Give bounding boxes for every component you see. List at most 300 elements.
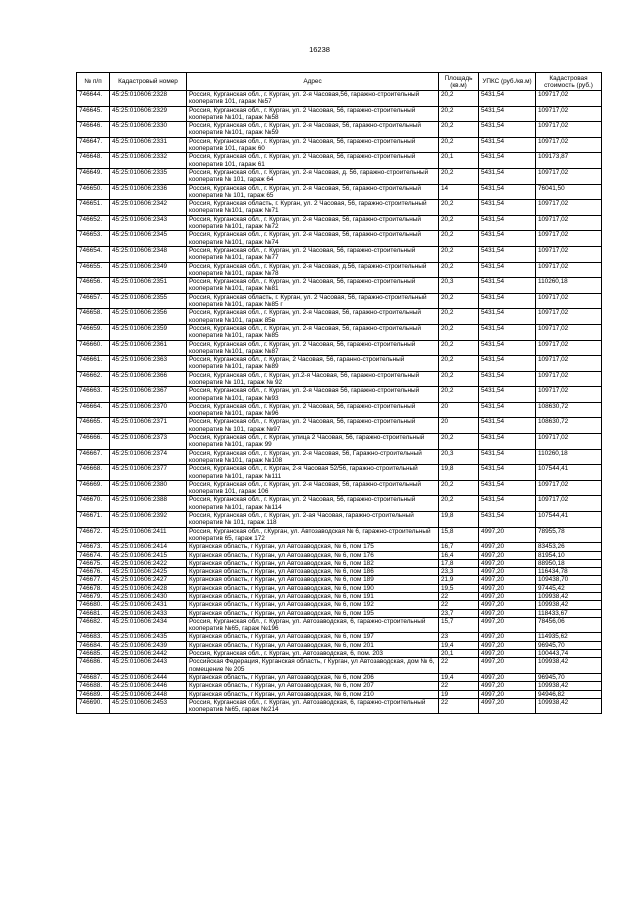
- cell-address: Россия, Курганская обл., г. Курган, ул. 2 Часовая, 56, гаражно-строительный кооператив №101, гараж №77: [187, 246, 439, 262]
- header-address: Адрес: [187, 73, 439, 91]
- cell-upks: 4997,20: [479, 633, 536, 641]
- cell-upks: 5431,54: [479, 137, 536, 153]
- table-header-row: [77, 73, 602, 91]
- cell-cadastral-value: 118433,67: [536, 609, 602, 617]
- cell-num: 746687.: [77, 673, 110, 681]
- cell-upks: 4997,20: [479, 617, 536, 633]
- cell-address: Курганская область, г Курган, ул Автозаводская, № 6, пом 186: [187, 568, 439, 576]
- cell-num: 746650.: [77, 184, 110, 200]
- cell-num: 746645.: [77, 106, 110, 122]
- cell-area: 22: [439, 682, 479, 690]
- cell-cadastral-number: 45:25:010606:2380: [110, 480, 187, 496]
- cell-address: Россия, Курганская обл., г. Курган, ул. 2-я Часовая, 56, гаражно-строительный кооператив №101, гараж №85: [187, 324, 439, 340]
- cell-cadastral-number: 45:25:010606:2371: [110, 418, 187, 434]
- cell-num: 746654.: [77, 246, 110, 262]
- table-row: [77, 576, 602, 584]
- cell-cadastral-value: 100443,74: [536, 650, 602, 658]
- cell-cadastral-number: 45:25:010606:2335: [110, 168, 187, 184]
- cell-cadastral-value: 107544,41: [536, 465, 602, 481]
- table-row: [77, 633, 602, 641]
- cell-upks: 5431,54: [479, 324, 536, 340]
- cell-area: 20,2: [439, 480, 479, 496]
- cell-cadastral-value: 109717,02: [536, 231, 602, 247]
- cell-cadastral-value: 78456,06: [536, 617, 602, 633]
- cell-area: 20,2: [439, 340, 479, 356]
- cell-address: Россия, Курганская обл., г. Курган, ул. 2 Часовая, 56, гаражно-строительный кооператив № 101, гараж №97: [187, 418, 439, 434]
- table-row: [77, 650, 602, 658]
- cell-num: 746682.: [77, 617, 110, 633]
- cell-cadastral-value: 109938,42: [536, 698, 602, 714]
- cell-cadastral-number: 45:25:010606:2392: [110, 512, 187, 528]
- cell-area: 20,2: [439, 434, 479, 450]
- cell-address: Россия, Курганская обл., г. Курган, ул. 2 Часовая, 56, гаражно-строительный кооператив 101, гараж 61: [187, 153, 439, 169]
- table-row: [77, 512, 602, 528]
- cell-cadastral-value: 110260,18: [536, 278, 602, 294]
- cell-num: 746669.: [77, 480, 110, 496]
- cell-cadastral-value: 109717,02: [536, 309, 602, 325]
- table-row: [77, 698, 602, 714]
- cell-cadastral-value: 96945,70: [536, 641, 602, 649]
- table-row: [77, 184, 602, 200]
- cell-num: 746684.: [77, 641, 110, 649]
- cell-address: Курганская область, г Курган, ул Автозаводская, № 6, пом 192: [187, 601, 439, 609]
- cell-cadastral-number: 45:25:010606:2363: [110, 356, 187, 372]
- cell-cadastral-number: 45:25:010606:2330: [110, 122, 187, 138]
- cell-cadastral-value: 109717,02: [536, 168, 602, 184]
- table-row: [77, 293, 602, 309]
- cell-num: 746689.: [77, 690, 110, 698]
- cell-cadastral-number: 45:25:010606:2370: [110, 402, 187, 418]
- cell-upks: 5431,54: [479, 387, 536, 403]
- cell-num: 746665.: [77, 418, 110, 434]
- cell-cadastral-value: 96945,70: [536, 673, 602, 681]
- cell-upks: 4997,20: [479, 650, 536, 658]
- cell-cadastral-number: 45:25:010606:2356: [110, 309, 187, 325]
- table-row: [77, 449, 602, 465]
- cell-area: 20,2: [439, 293, 479, 309]
- cell-address: Россия, Курганская обл., г. Курган, ул. 2-я Часовая, 56, гаражно-строительный кооператив №101, гараж №59: [187, 122, 439, 138]
- cell-cadastral-number: 45:25:010606:2374: [110, 449, 187, 465]
- cell-area: 19,4: [439, 673, 479, 681]
- cell-upks: 5431,54: [479, 309, 536, 325]
- cell-address: Россия, Курганская обл., г. Курган, ул. 2-я Часовая, д. 56, гаражно-строительный кооператив № 101, гараж 64: [187, 168, 439, 184]
- cell-upks: 4997,20: [479, 527, 536, 543]
- cell-upks: 5431,54: [479, 184, 536, 200]
- cell-cadastral-number: 45:25:010606:2425: [110, 568, 187, 576]
- cell-cadastral-number: 45:25:010606:2348: [110, 246, 187, 262]
- cell-area: 23: [439, 633, 479, 641]
- cell-address: Россия, Курганская обл., г. Курган, ул. 2-я Часовая, 56, Гаражно-строительный кооператив №101, гараж №108: [187, 449, 439, 465]
- cell-upks: 4997,20: [479, 568, 536, 576]
- cell-num: 746666.: [77, 434, 110, 450]
- cell-num: 746662.: [77, 371, 110, 387]
- cell-upks: 5431,54: [479, 418, 536, 434]
- cell-upks: 5431,54: [479, 449, 536, 465]
- cell-num: 746674.: [77, 551, 110, 559]
- cell-cadastral-number: 45:25:010606:2359: [110, 324, 187, 340]
- page-number: 16238: [309, 45, 330, 54]
- cell-cadastral-value: 109717,02: [536, 356, 602, 372]
- cell-area: 20,3: [439, 449, 479, 465]
- cell-cadastral-value: 109717,02: [536, 480, 602, 496]
- cell-cadastral-number: 45:25:010606:2446: [110, 682, 187, 690]
- header-area: Площадь (кв.м): [439, 73, 479, 91]
- cell-address: Курганская область, г Курган, ул Автозаводская, № 6, пом 207: [187, 682, 439, 690]
- cell-upks: 5431,54: [479, 91, 536, 107]
- cell-area: 16,7: [439, 543, 479, 551]
- cell-area: 20: [439, 402, 479, 418]
- cell-num: 746668.: [77, 465, 110, 481]
- cell-area: 20,2: [439, 371, 479, 387]
- table-row: [77, 551, 602, 559]
- cell-cadastral-number: 45:25:010606:2332: [110, 153, 187, 169]
- cell-upks: 5431,54: [479, 512, 536, 528]
- cell-num: 746649.: [77, 168, 110, 184]
- cell-area: 20,2: [439, 168, 479, 184]
- cell-area: 20,2: [439, 200, 479, 216]
- cell-num: 746648.: [77, 153, 110, 169]
- cell-upks: 5431,54: [479, 278, 536, 294]
- cell-cadastral-number: 45:25:010606:2422: [110, 559, 187, 567]
- cell-area: 20,2: [439, 496, 479, 512]
- cell-cadastral-number: 45:25:010606:2415: [110, 551, 187, 559]
- cell-area: 15,7: [439, 617, 479, 633]
- cell-cadastral-number: 45:25:010606:2414: [110, 543, 187, 551]
- cell-cadastral-number: 45:25:010606:2329: [110, 106, 187, 122]
- cell-cadastral-value: 81954,10: [536, 551, 602, 559]
- cell-address: Россия, Курганская обл., г. Курган, ул. 2-я Часовая,56, гаражно-строительный кооператив 101, гараж №57: [187, 91, 439, 107]
- cell-cadastral-value: 83453,26: [536, 543, 602, 551]
- cell-upks: 5431,54: [479, 356, 536, 372]
- table-row: [77, 340, 602, 356]
- cell-area: 14: [439, 184, 479, 200]
- cell-upks: 5431,54: [479, 106, 536, 122]
- cell-cadastral-number: 45:25:010606:2439: [110, 641, 187, 649]
- cell-upks: 4997,20: [479, 658, 536, 674]
- table-row: [77, 609, 602, 617]
- cell-address: Россия, Курганская обл., г. Курган, ул. 2 Часовая, 56, гаражно-строительный кооператив №101, гараж №58: [187, 106, 439, 122]
- cell-cadastral-number: 45:25:010606:2411: [110, 527, 187, 543]
- cell-address: Россия, Курганская обл., г. Курган, ул. 2-я Часовая, 56, гаражно-строительный кооператив №101, гараж №72: [187, 215, 439, 231]
- cell-cadastral-value: 114935,62: [536, 633, 602, 641]
- table-row: [77, 168, 602, 184]
- cell-address: Курганская область, г Курган, ул Автозаводская, № 6, пом 191: [187, 593, 439, 601]
- cell-num: 746681.: [77, 609, 110, 617]
- cell-upks: 4997,20: [479, 576, 536, 584]
- cell-cadastral-value: 109717,02: [536, 387, 602, 403]
- table-row: [77, 543, 602, 551]
- cell-area: 21,9: [439, 576, 479, 584]
- cell-num: 746672.: [77, 527, 110, 543]
- cell-area: 23,3: [439, 568, 479, 576]
- cell-cadastral-value: 109717,02: [536, 496, 602, 512]
- table-row: [77, 246, 602, 262]
- cell-upks: 5431,54: [479, 215, 536, 231]
- table-row: [77, 690, 602, 698]
- cell-cadastral-number: 45:25:010606:2433: [110, 609, 187, 617]
- table-row: [77, 387, 602, 403]
- table-row: [77, 658, 602, 674]
- cell-cadastral-number: 45:25:010606:2351: [110, 278, 187, 294]
- table-row: [77, 673, 602, 681]
- table-row: [77, 137, 602, 153]
- cell-upks: 5431,54: [479, 293, 536, 309]
- cell-address: Россия, Курганская обл., г. Курган, ул. 2-ая Часовая, гаражно-строительный кооператив № 101, гараж 118: [187, 512, 439, 528]
- cell-upks: 4997,20: [479, 682, 536, 690]
- cell-cadastral-value: 109717,02: [536, 91, 602, 107]
- cell-address: Россия, Курганская обл., г. Курган, ул. 2-я Часовая, 56, гаражно-строительный кооператив 101, гараж 106: [187, 480, 439, 496]
- cell-address: Курганская область, г Курган, ул Автозаводская, № 6, пом 189: [187, 576, 439, 584]
- cell-cadastral-value: 109173,87: [536, 153, 602, 169]
- cell-area: 15,8: [439, 527, 479, 543]
- cell-num: 746673.: [77, 543, 110, 551]
- cell-address: Россия, Курганская обл., г. Курган, ул. 2 Часовая, 56, гаражно-строительный кооператив №101, гараж №81: [187, 278, 439, 294]
- cell-upks: 5431,54: [479, 340, 536, 356]
- cell-num: 746685.: [77, 650, 110, 658]
- cell-address: Российская Федерация, Курганская область, г Курган, ул Автозаводская, дом № 6, помещение № 205: [187, 658, 439, 674]
- cell-area: 20,3: [439, 278, 479, 294]
- cell-cadastral-value: 109938,42: [536, 593, 602, 601]
- cell-area: 19,5: [439, 584, 479, 592]
- table-row: [77, 682, 602, 690]
- cell-address: Курганская область, г Курган, ул Автозаводская, № 6, пом 182: [187, 559, 439, 567]
- cell-cadastral-value: 107544,41: [536, 512, 602, 528]
- cell-upks: 4997,20: [479, 601, 536, 609]
- cell-cadastral-value: 108630,72: [536, 402, 602, 418]
- cell-cadastral-number: 45:25:010606:2343: [110, 215, 187, 231]
- cell-num: 746657.: [77, 293, 110, 309]
- cell-cadastral-number: 45:25:010606:2355: [110, 293, 187, 309]
- cell-cadastral-value: 109438,70: [536, 576, 602, 584]
- cell-cadastral-value: 108630,72: [536, 418, 602, 434]
- cell-num: 746656.: [77, 278, 110, 294]
- cell-cadastral-value: 109717,02: [536, 293, 602, 309]
- cell-cadastral-number: 45:25:010606:2448: [110, 690, 187, 698]
- table-row: [77, 278, 602, 294]
- cell-address: Курганская область, г Курган, ул Автозаводская, № 6, пом 201: [187, 641, 439, 649]
- cell-num: 746688.: [77, 682, 110, 690]
- cell-area: 16,4: [439, 551, 479, 559]
- cell-cadastral-number: 45:25:010606:2428: [110, 584, 187, 592]
- cell-cadastral-value: 109717,02: [536, 106, 602, 122]
- table-row: [77, 324, 602, 340]
- cell-address: Россия, Курганская обл., г. Курган, ул. 2-я Часовая, 56, гаражно-строительный кооператив № 101, гараж 65: [187, 184, 439, 200]
- cell-area: 23,7: [439, 609, 479, 617]
- cell-upks: 5431,54: [479, 200, 536, 216]
- cell-num: 746658.: [77, 309, 110, 325]
- table-row: [77, 593, 602, 601]
- cell-cadastral-number: 45:25:010606:2342: [110, 200, 187, 216]
- cell-upks: 5431,54: [479, 480, 536, 496]
- cell-cadastral-number: 45:25:010606:2367: [110, 387, 187, 403]
- cell-area: 20,1: [439, 153, 479, 169]
- table-row: [77, 434, 602, 450]
- table-row: [77, 122, 602, 138]
- table-row: [77, 153, 602, 169]
- cell-upks: 5431,54: [479, 402, 536, 418]
- cell-num: 746646.: [77, 122, 110, 138]
- table-row: [77, 371, 602, 387]
- cell-area: 22: [439, 601, 479, 609]
- cell-num: 746647.: [77, 137, 110, 153]
- table-row: [77, 496, 602, 512]
- cell-num: 746644.: [77, 91, 110, 107]
- cell-cadastral-number: 45:25:010606:2336: [110, 184, 187, 200]
- cell-address: Россия, Курганская обл., г. Курган, ул. 2-я Часовая, 56, гаражно-строительный кооператив №101, гараж 85в: [187, 309, 439, 325]
- cell-area: 20,2: [439, 215, 479, 231]
- cell-area: 19,8: [439, 512, 479, 528]
- cell-area: 22: [439, 593, 479, 601]
- cell-area: 20,2: [439, 324, 479, 340]
- cell-area: 20,2: [439, 91, 479, 107]
- cell-upks: 4997,20: [479, 641, 536, 649]
- cell-num: 746663.: [77, 387, 110, 403]
- cell-cadastral-value: 109717,02: [536, 122, 602, 138]
- cell-cadastral-value: 109717,02: [536, 262, 602, 278]
- cell-cadastral-number: 45:25:010606:2453: [110, 698, 187, 714]
- cell-area: 20,2: [439, 122, 479, 138]
- cell-upks: 4997,20: [479, 698, 536, 714]
- cell-num: 746680.: [77, 601, 110, 609]
- cell-address: Россия, Курганская область, г. Курган, ул. 2 Часовая, 56, гаражно-строительный кооператив №101, гараж №71: [187, 200, 439, 216]
- cell-cadastral-number: 45:25:010606:2434: [110, 617, 187, 633]
- cell-upks: 4997,20: [479, 584, 536, 592]
- cell-cadastral-value: 97445,42: [536, 584, 602, 592]
- cell-area: 20,2: [439, 106, 479, 122]
- cell-upks: 4997,20: [479, 559, 536, 567]
- cell-cadastral-number: 45:25:010606:2430: [110, 593, 187, 601]
- table-row: [77, 601, 602, 609]
- cell-num: 746679.: [77, 593, 110, 601]
- cell-cadastral-number: 45:25:010606:2361: [110, 340, 187, 356]
- table-row: [77, 559, 602, 567]
- table-row: [77, 465, 602, 481]
- cell-num: 746667.: [77, 449, 110, 465]
- table-row: [77, 91, 602, 107]
- cell-address: Курганская область, г Курган, ул Автозаводская, № 6, пом 195: [187, 609, 439, 617]
- cell-cadastral-value: 109717,02: [536, 434, 602, 450]
- cell-upks: 4997,20: [479, 609, 536, 617]
- cell-address: Россия, Курганская обл., г. Курган, ул. 2 Часовая, 56, гаражно-строительный кооператив №101, гараж №114: [187, 496, 439, 512]
- cell-area: 19,8: [439, 465, 479, 481]
- table-row: [77, 641, 602, 649]
- cell-cadastral-value: 109717,02: [536, 215, 602, 231]
- table-row: [77, 106, 602, 122]
- cell-cadastral-value: 109717,02: [536, 340, 602, 356]
- cell-address: Россия, Курганская обл., г. Курган, 2 Часовая, 56, гаранно-строительный кооператив №101, гараж №89: [187, 356, 439, 372]
- cell-upks: 4997,20: [479, 673, 536, 681]
- cell-area: 19,4: [439, 641, 479, 649]
- cell-cadastral-number: 45:25:010606:2442: [110, 650, 187, 658]
- cell-cadastral-value: 76041,50: [536, 184, 602, 200]
- cell-area: 20,2: [439, 246, 479, 262]
- cadastral-value-table: [76, 72, 602, 714]
- table-row: [77, 309, 602, 325]
- table-row: [77, 200, 602, 216]
- cell-num: 746664.: [77, 402, 110, 418]
- cell-address: Россия, Курганская обл., г. Курган, ул. Автозаводская, 6, гаражно-строительный кооператив №65, гараж №214: [187, 698, 439, 714]
- cell-num: 746675.: [77, 559, 110, 567]
- cell-area: 20: [439, 418, 479, 434]
- cell-upks: 4997,20: [479, 690, 536, 698]
- cell-address: Россия, Курганская обл., г. Курган, ул. 2 Часовая, 56, гаражно-строительный кооператив 101, гараж 60: [187, 137, 439, 153]
- cell-num: 746690.: [77, 698, 110, 714]
- cell-cadastral-number: 45:25:010606:2331: [110, 137, 187, 153]
- table-row: [77, 262, 602, 278]
- cell-num: 746676.: [77, 568, 110, 576]
- cell-num: 746660.: [77, 340, 110, 356]
- cell-address: Россия, Курганская обл., г. Курган, ул.2-я Часовая, 56, гаражно-строительный кооператив № 101, гараж № 92: [187, 371, 439, 387]
- cell-cadastral-value: 110260,18: [536, 449, 602, 465]
- cell-address: Россия, Курганская область, г. Курган, ул. 2 Часовая, 56, гаражно-строительный кооператив №101, гараж №85 г: [187, 293, 439, 309]
- cell-num: 746678.: [77, 584, 110, 592]
- header-upks: УПКС (руб./кв.м): [479, 73, 536, 91]
- cell-upks: 5431,54: [479, 434, 536, 450]
- header-cadastral-value: Кадастровая стоимость (руб.): [536, 73, 602, 91]
- cell-address: Россия, Курганская обл., г. Курган, 2-я Часовая 52/56, гаражно-строительный кооператив №101, гараж №111: [187, 465, 439, 481]
- cell-area: 22: [439, 658, 479, 674]
- cell-upks: 5431,54: [479, 371, 536, 387]
- cell-area: 22: [439, 698, 479, 714]
- cell-address: Россия, Курганская обл., г.Курган, ул. Автозаводская № 6, гаражно-строительный кооператив 65, гараж 172: [187, 527, 439, 543]
- cell-cadastral-number: 45:25:010606:2373: [110, 434, 187, 450]
- header-num: № п/п: [77, 73, 110, 91]
- cell-cadastral-number: 45:25:010606:2345: [110, 231, 187, 247]
- cell-cadastral-value: 88950,18: [536, 559, 602, 567]
- cell-upks: 5431,54: [479, 262, 536, 278]
- cell-address: Россия, Курганская обл., г. Курган, ул. 2 Часовая, 56, гаражно-строительный кооператив №101, гараж №87: [187, 340, 439, 356]
- cell-upks: 5431,54: [479, 122, 536, 138]
- cell-cadastral-number: 45:25:010606:2366: [110, 371, 187, 387]
- table-row: [77, 480, 602, 496]
- cell-address: Россия, Курганская обл., г. Курган, ул. Автозаводская, 6, гаражно-строительный кооператив №65, гараж №196: [187, 617, 439, 633]
- cell-upks: 5431,54: [479, 153, 536, 169]
- table-row: [77, 584, 602, 592]
- cell-num: 746659.: [77, 324, 110, 340]
- cell-upks: 5431,54: [479, 246, 536, 262]
- cell-address: Курганская область, г Курган, ул Автозаводская, № 6, пом 175: [187, 543, 439, 551]
- cell-upks: 4997,20: [479, 551, 536, 559]
- cell-address: Курганская область, г Курган, ул Автозаводская, № 6, пом 176: [187, 551, 439, 559]
- table-row: [77, 231, 602, 247]
- cell-num: 746677.: [77, 576, 110, 584]
- cell-cadastral-number: 45:25:010606:2328: [110, 91, 187, 107]
- cell-upks: 5431,54: [479, 231, 536, 247]
- cell-cadastral-number: 45:25:010606:2388: [110, 496, 187, 512]
- cell-num: 746652.: [77, 215, 110, 231]
- cell-cadastral-value: 109717,02: [536, 137, 602, 153]
- cell-upks: 4997,20: [479, 593, 536, 601]
- cell-cadastral-number: 45:25:010606:2377: [110, 465, 187, 481]
- cell-area: 20,2: [439, 309, 479, 325]
- cell-num: 746683.: [77, 633, 110, 641]
- cell-cadastral-number: 45:25:010606:2349: [110, 262, 187, 278]
- cell-area: 20,1: [439, 650, 479, 658]
- cell-cadastral-number: 45:25:010606:2444: [110, 673, 187, 681]
- cell-address: Курганская область, г Курган, ул Автозаводская, № 6, пом 197: [187, 633, 439, 641]
- cell-cadastral-value: 109717,02: [536, 246, 602, 262]
- cell-num: 746653.: [77, 231, 110, 247]
- cell-area: 17,8: [439, 559, 479, 567]
- cell-address: Россия, Курганская обл., г. Курган, ул. 2 Часовая, 56, гаражно-строительный кооператив №101, гараж №96: [187, 402, 439, 418]
- cell-address: Курганская область, г Курган, ул Автозаводская, № 6, пом 190: [187, 584, 439, 592]
- cell-num: 746686.: [77, 658, 110, 674]
- table-row: [77, 568, 602, 576]
- cell-address: Россия, Курганская обл., г. Курган, ул. Автозаводская, 6, пом. 203: [187, 650, 439, 658]
- table-row: [77, 402, 602, 418]
- cell-address: Курганская область, г Курган, ул Автозаводская, № 6, пом 206: [187, 673, 439, 681]
- cell-address: Россия, Курганская обл., г. Курган, ул. 2-я Часовая, д.56, гаражно-строительный кооператив №101, гараж №78: [187, 262, 439, 278]
